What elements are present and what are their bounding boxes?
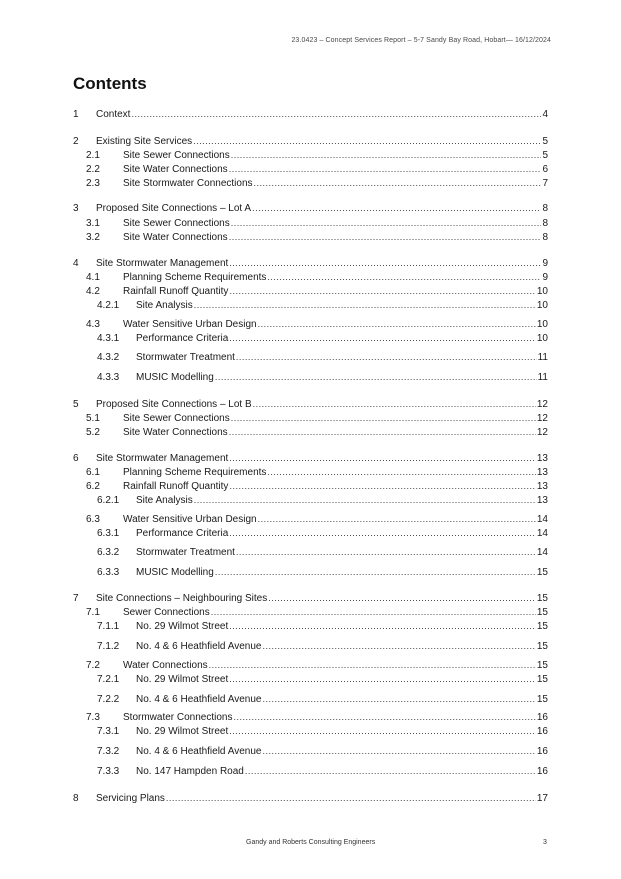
- toc-entry-title: Sewer Connections: [123, 607, 210, 618]
- toc-entry-page: 15: [536, 694, 548, 705]
- toc-entry-number: 6.3.2: [97, 547, 120, 558]
- toc-entry-title: Site Stormwater Management: [96, 258, 229, 269]
- toc-leader-dots: [254, 177, 542, 190]
- toc-entry-title: Site Water Connections: [123, 164, 228, 175]
- toc-entry-number: 7.2.2: [97, 694, 120, 705]
- toc-entry[interactable]: [73, 566, 548, 579]
- toc-entry-title: Site Sewer Connections: [123, 413, 230, 424]
- toc-entry-page: 10: [536, 300, 548, 311]
- toc-leader-dots: [268, 592, 536, 605]
- toc-entry-title: No. 29 Wilmot Street: [136, 621, 229, 632]
- toc-entry-title: Site Stormwater Management: [96, 453, 229, 464]
- toc-entry-number: 2: [73, 136, 79, 147]
- toc-entry-title: Stormwater Treatment: [136, 352, 235, 363]
- toc-entry-title: Proposed Site Connections – Lot A: [96, 203, 252, 214]
- toc-entry-page: 11: [537, 352, 548, 363]
- toc-entry-page: 13: [536, 467, 548, 478]
- toc-leader-dots: [229, 620, 536, 633]
- toc-entry-title: Stormwater Treatment: [136, 547, 235, 558]
- footer-organization: Gandy and Roberts Consulting Engineers: [246, 839, 376, 846]
- toc-entry-page: 15: [536, 607, 548, 618]
- toc-entry[interactable]: [73, 546, 548, 559]
- toc-entry-number: 4.3.2: [97, 352, 120, 363]
- toc-entry[interactable]: [73, 231, 548, 244]
- toc-entry-title: MUSIC Modelling: [136, 567, 214, 578]
- toc-entry[interactable]: [73, 285, 548, 298]
- toc-entry-title: Servicing Plans: [96, 793, 165, 804]
- toc-entry[interactable]: [73, 673, 548, 686]
- toc-leader-dots: [166, 792, 536, 805]
- toc-entry-page: 13: [536, 453, 548, 464]
- toc-entry-page: 14: [536, 514, 548, 525]
- footer-page-number: 3: [543, 839, 547, 846]
- toc-leader-dots: [215, 566, 536, 579]
- toc-entry-number: 4.1: [86, 272, 100, 283]
- toc-entry-title: Site Sewer Connections: [123, 150, 230, 161]
- toc-entry-number: 8: [73, 793, 79, 804]
- toc-entry-page: 14: [536, 528, 548, 539]
- toc-entry-number: 3.1: [86, 218, 100, 229]
- toc-entry-title: Context: [96, 109, 131, 120]
- toc-entry-title: No. 4 & 6 Heathfield Avenue: [136, 641, 262, 652]
- toc-entry-page: 11: [537, 372, 548, 383]
- toc-entry-title: No. 29 Wilmot Street: [136, 726, 229, 737]
- toc-entry-title: No. 147 Hampden Road: [136, 766, 244, 777]
- toc-leader-dots: [253, 398, 536, 411]
- toc-entry-page: 13: [536, 481, 548, 492]
- toc-entry-page: 15: [536, 674, 548, 685]
- toc-leader-dots: [211, 606, 536, 619]
- toc-entry-title: Site Analysis: [136, 300, 193, 311]
- toc-leader-dots: [236, 351, 537, 364]
- toc-leader-dots: [131, 108, 541, 121]
- toc-entry-number: 4.3.3: [97, 372, 120, 383]
- toc-leader-dots: [267, 466, 535, 479]
- page-header: 23.0423 – Concept Services Report – 5-7 Sandy Bay Road, Hobart— 16/12/2024: [291, 37, 551, 44]
- toc-entry-number: 4.2.1: [97, 300, 120, 311]
- toc-entry-page: 8: [542, 218, 548, 229]
- toc-entry-page: 5: [542, 136, 548, 147]
- toc-entry[interactable]: [73, 257, 548, 270]
- toc-leader-dots: [193, 135, 541, 148]
- toc-entry[interactable]: [73, 351, 548, 364]
- toc-entry-number: 7.3.2: [97, 746, 120, 757]
- toc-leader-dots: [231, 412, 536, 425]
- toc-entry-number: 5: [73, 399, 79, 410]
- toc-entry-title: Water Sensitive Urban Design: [123, 319, 257, 330]
- toc-entry-page: 9: [542, 258, 548, 269]
- toc-leader-dots: [262, 693, 535, 706]
- toc-leader-dots: [229, 452, 536, 465]
- toc-entry[interactable]: [73, 217, 548, 230]
- toc-entry-title: Proposed Site Connections – Lot B: [96, 399, 252, 410]
- toc-entry[interactable]: [73, 527, 548, 540]
- toc-entry[interactable]: [73, 711, 548, 724]
- toc-leader-dots: [229, 426, 536, 439]
- toc-entry-page: 5: [542, 150, 548, 161]
- toc-entry-title: Site Water Connections: [123, 427, 228, 438]
- toc-entry-page: 16: [536, 766, 548, 777]
- toc-leader-dots: [229, 527, 536, 540]
- toc-entry-page: 12: [536, 413, 548, 424]
- toc-entry-number: 6.3.1: [97, 528, 120, 539]
- toc-entry-title: Water Connections: [123, 660, 208, 671]
- toc-entry-page: 16: [536, 712, 548, 723]
- toc-entry[interactable]: [73, 163, 548, 176]
- toc-entry-title: No. 29 Wilmot Street: [136, 674, 229, 685]
- toc-leader-dots: [262, 640, 535, 653]
- toc-leader-dots: [245, 765, 536, 778]
- toc-leader-dots: [209, 659, 536, 672]
- toc-entry[interactable]: [73, 513, 548, 526]
- toc-entry-number: 7.1.1: [97, 621, 120, 632]
- toc-entry[interactable]: [73, 640, 548, 653]
- toc-leader-dots: [267, 271, 541, 284]
- toc-entry[interactable]: [73, 494, 548, 507]
- toc-leader-dots: [252, 202, 541, 215]
- toc-entry-title: MUSIC Modelling: [136, 372, 214, 383]
- toc-entry[interactable]: [73, 202, 548, 215]
- toc-entry-number: 4.3: [86, 319, 100, 330]
- page-title: Contents: [73, 74, 147, 93]
- toc-entry-title: Performance Criteria: [136, 528, 229, 539]
- toc-entry-number: 6.2: [86, 481, 100, 492]
- toc-entry[interactable]: [73, 792, 548, 805]
- toc-entry-title: Site Stormwater Connections: [123, 178, 253, 189]
- toc-entry[interactable]: [73, 480, 548, 493]
- toc-entry[interactable]: [73, 466, 548, 479]
- toc-leader-dots: [234, 711, 536, 724]
- toc-entry-page: 8: [542, 203, 548, 214]
- toc-entry-number: 6: [73, 453, 79, 464]
- toc-entry-page: 15: [536, 660, 548, 671]
- toc-entry[interactable]: [73, 620, 548, 633]
- toc-leader-dots: [236, 546, 536, 559]
- toc-entry-number: 3: [73, 203, 79, 214]
- toc-entry[interactable]: [73, 177, 548, 190]
- toc-entry[interactable]: [73, 371, 548, 384]
- toc-entry-number: 5.1: [86, 413, 100, 424]
- toc-leader-dots: [258, 513, 536, 526]
- toc-entry[interactable]: [73, 332, 548, 345]
- toc-leader-dots: [229, 285, 535, 298]
- toc-entry[interactable]: [73, 725, 548, 738]
- toc-entry-page: 10: [536, 286, 548, 297]
- toc-entry[interactable]: [73, 693, 548, 706]
- toc-leader-dots: [215, 371, 537, 384]
- toc-entry-title: No. 4 & 6 Heathfield Avenue: [136, 694, 262, 705]
- toc-entry-title: Performance Criteria: [136, 333, 229, 344]
- toc-entry-title: Site Connections – Neighbouring Sites: [96, 593, 268, 604]
- toc-leader-dots: [229, 231, 542, 244]
- toc-entry-title: Rainfall Runoff Quantity: [123, 481, 229, 492]
- toc-entry-page: 16: [536, 726, 548, 737]
- toc-entry-page: 17: [536, 793, 548, 804]
- toc-entry-number: 6.1: [86, 467, 100, 478]
- toc-entry-number: 4.3.1: [97, 333, 120, 344]
- toc-leader-dots: [229, 480, 535, 493]
- toc-entry-page: 8: [542, 232, 548, 243]
- toc-entry[interactable]: [73, 135, 548, 148]
- toc-leader-dots: [229, 332, 536, 345]
- toc-entry[interactable]: [73, 412, 548, 425]
- toc-leader-dots: [229, 257, 541, 270]
- toc-entry-number: 7: [73, 593, 79, 604]
- toc-entry-page: 16: [536, 746, 548, 757]
- toc-entry[interactable]: [73, 452, 548, 465]
- toc-entry-number: 7.3.1: [97, 726, 120, 737]
- toc-entry-number: 5.2: [86, 427, 100, 438]
- toc-entry-page: 10: [536, 333, 548, 344]
- toc-entry-number: 6.3: [86, 514, 100, 525]
- toc-leader-dots: [229, 673, 536, 686]
- toc-entry-page: 7: [542, 178, 548, 189]
- toc-leader-dots: [194, 494, 536, 507]
- toc-entry[interactable]: [73, 318, 548, 331]
- toc-leader-dots: [262, 745, 535, 758]
- toc-entry-number: 4.2: [86, 286, 100, 297]
- toc-entry-title: Stormwater Connections: [123, 712, 233, 723]
- toc-entry-page: 6: [542, 164, 548, 175]
- toc-entry-number: 1: [73, 109, 79, 120]
- toc-entry-page: 15: [536, 641, 548, 652]
- toc-entry-number: 3.2: [86, 232, 100, 243]
- toc-entry[interactable]: [73, 299, 548, 312]
- toc-leader-dots: [229, 725, 536, 738]
- toc-entry[interactable]: [73, 592, 548, 605]
- toc-entry[interactable]: [73, 271, 548, 284]
- toc-entry-number: 7.1: [86, 607, 100, 618]
- toc-entry-number: 7.3.3: [97, 766, 120, 777]
- toc-entry[interactable]: [73, 149, 548, 162]
- toc-entry-number: 7.2: [86, 660, 100, 671]
- toc-entry-page: 12: [536, 399, 548, 410]
- toc-leader-dots: [229, 163, 542, 176]
- toc-entry-page: 15: [536, 621, 548, 632]
- toc-entry-page: 4: [542, 109, 548, 120]
- toc-entry-number: 2.3: [86, 178, 100, 189]
- toc-entry[interactable]: [73, 426, 548, 439]
- toc-entry[interactable]: [73, 398, 548, 411]
- toc-leader-dots: [231, 217, 542, 230]
- toc-entry-page: 10: [536, 319, 548, 330]
- toc-entry-page: 13: [536, 495, 548, 506]
- toc-entry-title: Planning Scheme Requirements: [123, 467, 267, 478]
- toc-entry[interactable]: [73, 765, 548, 778]
- toc-entry[interactable]: [73, 606, 548, 619]
- toc-entry-title: Existing Site Services: [96, 136, 193, 147]
- toc-entry-title: Planning Scheme Requirements: [123, 272, 267, 283]
- toc-entry-page: 12: [536, 427, 548, 438]
- toc-entry-number: 2.1: [86, 150, 100, 161]
- toc-entry-title: No. 4 & 6 Heathfield Avenue: [136, 746, 262, 757]
- toc-entry[interactable]: [73, 745, 548, 758]
- toc-entry-title: Site Water Connections: [123, 232, 228, 243]
- toc-leader-dots: [258, 318, 536, 331]
- toc-entry-page: 14: [536, 547, 548, 558]
- toc-entry-number: 7.1.2: [97, 641, 120, 652]
- toc-entry-page: 9: [542, 272, 548, 283]
- toc-entry-page: 15: [536, 593, 548, 604]
- toc-entry[interactable]: [73, 108, 548, 121]
- toc-entry[interactable]: [73, 659, 548, 672]
- toc-entry-number: 4: [73, 258, 79, 269]
- toc-entry-title: Water Sensitive Urban Design: [123, 514, 257, 525]
- toc-entry-title: Site Sewer Connections: [123, 218, 230, 229]
- toc-leader-dots: [231, 149, 542, 162]
- toc-entry-title: Rainfall Runoff Quantity: [123, 286, 229, 297]
- toc-entry-number: 7.2.1: [97, 674, 120, 685]
- toc-entry-title: Site Analysis: [136, 495, 193, 506]
- toc-entry-number: 6.2.1: [97, 495, 120, 506]
- toc-entry-number: 7.3: [86, 712, 100, 723]
- toc-leader-dots: [194, 299, 536, 312]
- toc-entry-page: 15: [536, 567, 548, 578]
- toc-entry-number: 2.2: [86, 164, 100, 175]
- toc-entry-number: 6.3.3: [97, 567, 120, 578]
